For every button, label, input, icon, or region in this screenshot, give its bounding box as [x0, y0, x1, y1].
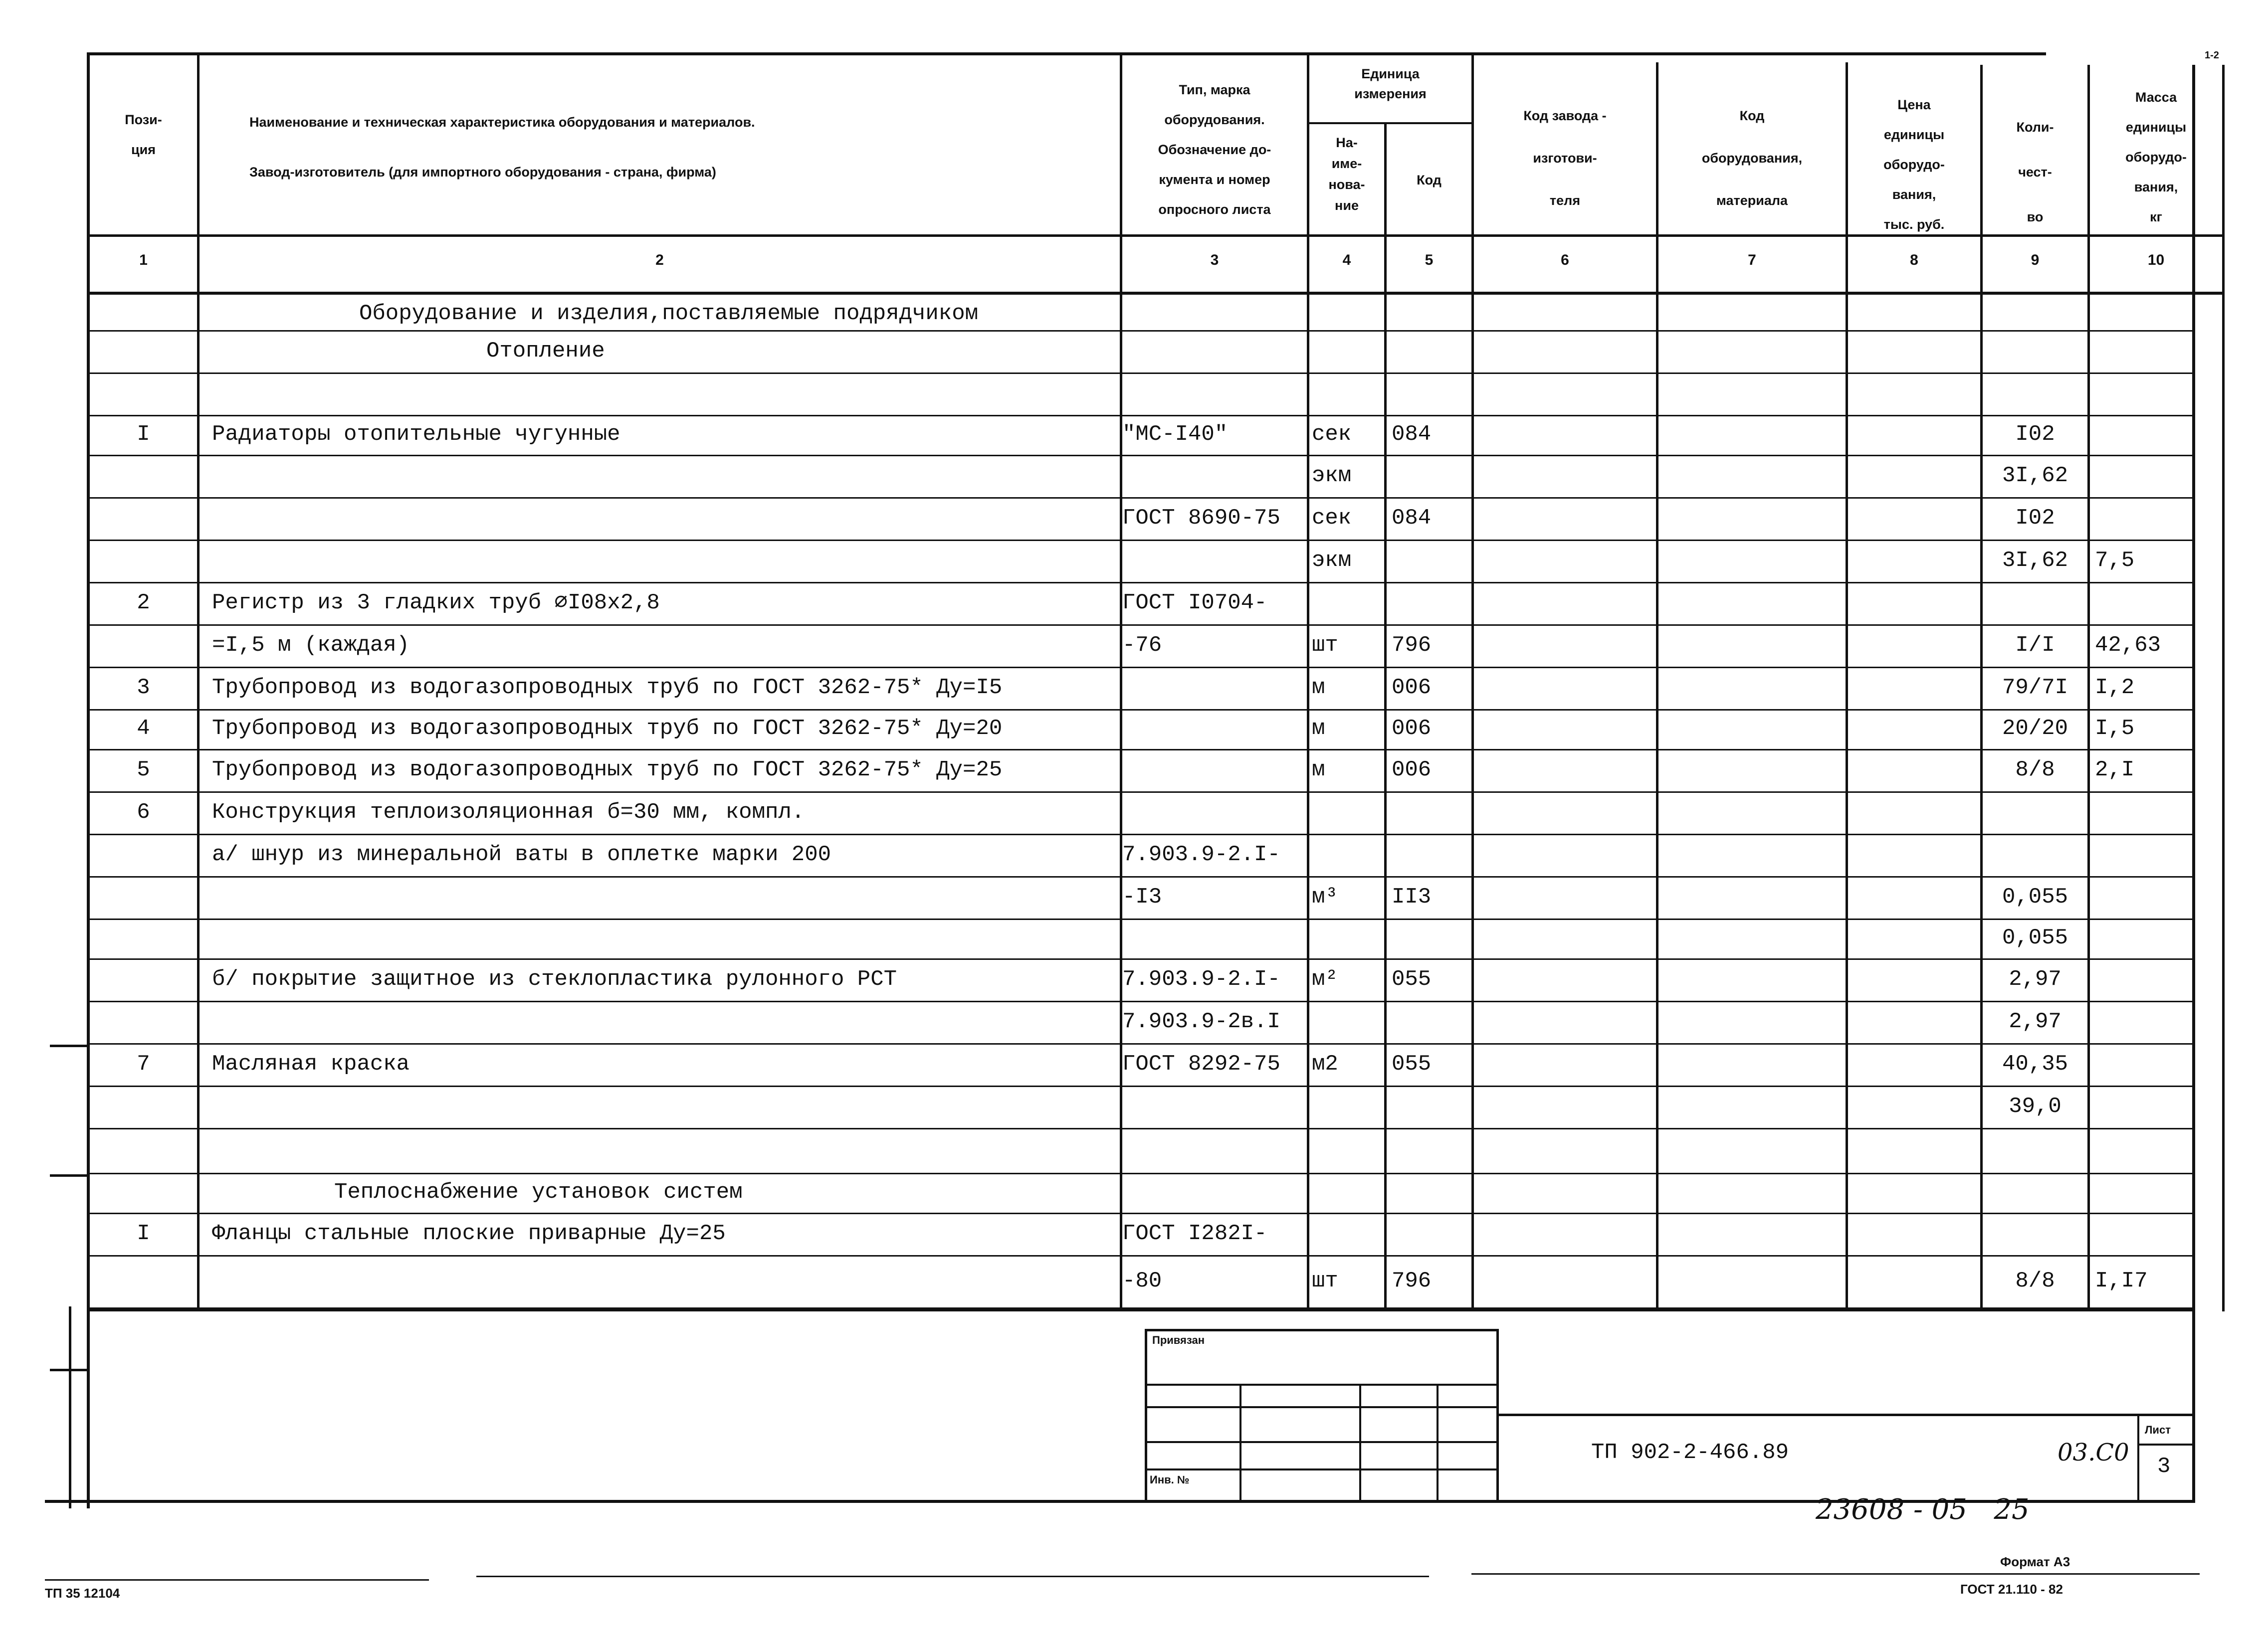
cell-unit: экм	[1312, 463, 1352, 488]
cell-qty: 8/8	[2015, 1268, 2055, 1293]
cell-code: 006	[1392, 716, 1432, 741]
cell-type: 7.903.9-2в.I	[1122, 1009, 1280, 1034]
cell-unit: экм	[1312, 548, 1352, 573]
cell-code: II3	[1392, 884, 1432, 910]
cell-type: ГОСТ 8292-75	[1122, 1051, 1280, 1077]
cell-type: "МС-I40"	[1122, 422, 1228, 447]
cell-name: Отопление	[486, 338, 605, 364]
cell-qty: 2,97	[2009, 1009, 2062, 1034]
row-separator	[89, 1213, 2194, 1214]
frame-left-outer	[69, 1306, 71, 1508]
row-separator	[89, 1128, 2194, 1129]
col-number-9: 9	[2031, 252, 2040, 268]
cell-name: Фланцы стальные плоские приварные Ду=25	[212, 1221, 726, 1246]
footer-left-code: ТП 35 12104	[45, 1586, 120, 1601]
header-plant-code: Код завода - изготови- теля	[1523, 108, 1607, 208]
frame-top	[89, 52, 2046, 55]
col-number-10: 10	[2147, 252, 2165, 268]
cell-qty: I/I	[2015, 632, 2055, 658]
cell-unit: сек	[1312, 422, 1352, 447]
stamp-inv-number: Инв. №	[1150, 1473, 1190, 1486]
cell-unit: м³	[1312, 884, 1338, 910]
stamp-sheet-label: Лист	[2145, 1424, 2171, 1436]
cell-name: Радиаторы отопительные чугунные	[212, 422, 620, 447]
stamp-privyazan: Привязан	[1152, 1334, 1205, 1346]
cell-name: Трубопровод из водогазопроводных труб по ГОСТ 3262-75* Ду=I5	[212, 675, 1003, 700]
frame-tick-1	[50, 1045, 90, 1047]
cell-type: 7.903.9-2.I-	[1122, 966, 1280, 992]
header-mass: Масса единицы оборудо- вания, кг	[2125, 90, 2187, 224]
footer-line-3	[1471, 1573, 2200, 1575]
cell-code: 055	[1392, 1051, 1432, 1077]
header-position: Пози- ция	[125, 112, 162, 157]
cell-type: -80	[1122, 1268, 1162, 1293]
cell-pos: I	[137, 422, 150, 447]
cell-qty: 79/7I	[2002, 675, 2068, 700]
cell-qty: 0,055	[2002, 884, 2068, 910]
row-separator	[89, 497, 2194, 499]
frame-tick-2	[50, 1174, 90, 1177]
stamp-handwritten-number: 23608 - 05 25	[1816, 1493, 2030, 1526]
cell-name: Оборудование и изделия,поставляемые подрядчиком	[359, 301, 979, 326]
cell-type: ГОСТ I282I-	[1122, 1221, 1267, 1246]
cell-name: Масляная краска	[212, 1051, 410, 1077]
row-separator	[89, 582, 2194, 583]
cell-pos: 3	[137, 675, 150, 700]
cell-code: 006	[1392, 675, 1432, 700]
row-separator	[89, 958, 2194, 960]
cell-type: 7.903.9-2.I-	[1122, 842, 1280, 867]
cell-pos: 5	[137, 757, 150, 782]
col-number-1: 1	[139, 252, 148, 268]
cell-name: а/ шнур из минеральной ваты в оплетке марки 200	[212, 842, 831, 867]
cell-unit: м	[1312, 716, 1325, 741]
row-separator	[89, 415, 2194, 416]
row-separator	[89, 918, 2194, 920]
col-number-5: 5	[1425, 252, 1434, 268]
header-unit-code: Код	[1417, 173, 1442, 187]
cell-code: 796	[1392, 1268, 1432, 1293]
header-unit-group: Единица измерения	[1354, 66, 1427, 101]
cell-code: 796	[1392, 632, 1432, 658]
cell-qty: 0,055	[2002, 925, 2068, 950]
cell-unit: м	[1312, 757, 1325, 782]
stamp-sheet-number: 3	[2157, 1454, 2171, 1479]
row-separator	[89, 1086, 2194, 1087]
header-type: Тип, марка оборудования. Обозначение до- кумента и номер опросного листа	[1158, 82, 1271, 217]
header-price: Цена единицы оборудо- вания, тыс. руб.	[1883, 97, 1945, 232]
stamp-sheet-code: 03.С0	[2058, 1439, 2129, 1466]
cell-qty: 8/8	[2015, 757, 2055, 782]
cell-code: 084	[1392, 505, 1432, 531]
header-quantity: Коли- чест- во	[2016, 120, 2054, 224]
corner-mark: 1-2	[2205, 50, 2219, 61]
cell-qty: 40,35	[2002, 1051, 2068, 1077]
frame-right	[2192, 65, 2195, 1501]
row-separator	[89, 667, 2194, 668]
cell-pos: 2	[137, 590, 150, 615]
cell-name: Трубопровод из водогазопроводных труб по ГОСТ 3262-75* Ду=20	[212, 716, 1003, 741]
row-separator	[89, 1001, 2194, 1002]
row-separator	[89, 624, 2194, 626]
footer-line-2	[476, 1576, 1429, 1577]
cell-mass: I,I7	[2095, 1268, 2148, 1293]
cell-qty: 20/20	[2002, 716, 2068, 741]
cell-unit: м²	[1312, 966, 1338, 992]
cell-name: =I,5 м (каждая)	[212, 632, 410, 658]
cell-unit: м	[1312, 675, 1325, 700]
cell-name: Трубопровод из водогазопроводных труб по ГОСТ 3262-75* Ду=25	[212, 757, 1003, 782]
row-separator	[89, 791, 2194, 793]
col-number-4: 4	[1342, 252, 1351, 268]
cell-unit: сек	[1312, 505, 1352, 531]
row-separator	[89, 1173, 2194, 1174]
cell-qty: 2,97	[2009, 966, 2062, 992]
cell-code: 055	[1392, 966, 1432, 992]
footer-gost: ГОСТ 21.110 - 82	[1960, 1582, 2063, 1597]
cell-pos: 6	[137, 799, 150, 825]
cell-pos: I	[137, 1221, 150, 1246]
cell-qty: 3I,62	[2002, 548, 2068, 573]
header-unit-name: На- име- нова- ние	[1328, 135, 1365, 213]
cell-mass: 7,5	[2095, 548, 2135, 573]
cell-pos: 7	[137, 1051, 150, 1077]
cell-mass: I,5	[2095, 716, 2135, 741]
cell-code: 084	[1392, 422, 1432, 447]
row-separator	[89, 709, 2194, 711]
cell-unit: м2	[1312, 1051, 1338, 1077]
cell-type: ГОСТ I0704-	[1122, 590, 1267, 615]
cell-type: -76	[1122, 632, 1162, 658]
row-separator	[89, 330, 2194, 332]
cell-name: Конструкция теплоизоляционная б=30 мм, компл.	[212, 799, 805, 825]
cell-unit: шт	[1312, 1268, 1338, 1293]
stamp-doc-code: ТП 902-2-466.89	[1591, 1440, 1789, 1465]
cell-qty: I02	[2015, 422, 2055, 447]
cell-code: 006	[1392, 757, 1432, 782]
row-separator	[89, 876, 2194, 878]
footer-format: Формат А3	[2000, 1554, 2070, 1569]
cell-unit: шт	[1312, 632, 1338, 658]
col-number-2: 2	[655, 252, 664, 268]
cell-mass: I,2	[2095, 675, 2135, 700]
col-number-3: 3	[1210, 252, 1219, 268]
cell-type: ГОСТ 8690-75	[1122, 505, 1280, 531]
cell-type: -I3	[1122, 884, 1162, 910]
col-number-7: 7	[1748, 252, 1756, 268]
frame-tick-3	[50, 1369, 90, 1371]
row-separator	[89, 1043, 2194, 1045]
cell-qty: 39,0	[2009, 1094, 2062, 1119]
cell-mass: 42,63	[2095, 632, 2161, 658]
cell-qty: 3I,62	[2002, 463, 2068, 488]
header-equipment-code: Код оборудования, материала	[1701, 108, 1803, 208]
row-separator	[89, 540, 2194, 541]
row-separator	[89, 1255, 2194, 1257]
frame-right-outer	[2222, 65, 2225, 1311]
row-separator	[89, 834, 2194, 835]
cell-name: Теплоснабжение установок систем	[334, 1180, 743, 1205]
row-separator	[89, 455, 2194, 456]
cell-name: Регистр из 3 гладких труб ⌀I08х2,8	[212, 590, 660, 615]
col-number-8: 8	[1910, 252, 1918, 268]
cell-name: б/ покрытие защитное из стеклопластика рулонного РСТ	[212, 966, 897, 992]
cell-qty: I02	[2015, 505, 2055, 531]
table-body-bottom	[89, 1309, 2194, 1311]
header-name: Наименование и техническая характеристика оборудования и материалов. Завод-изготовитель (для импортного оборудования - страна, фирма)	[249, 115, 755, 180]
cell-mass: 2,I	[2095, 757, 2135, 782]
row-separator	[89, 749, 2194, 750]
footer-line-1	[45, 1579, 429, 1581]
row-separator	[89, 372, 2194, 374]
col-number-6: 6	[1561, 252, 1569, 268]
cell-pos: 4	[137, 716, 150, 741]
